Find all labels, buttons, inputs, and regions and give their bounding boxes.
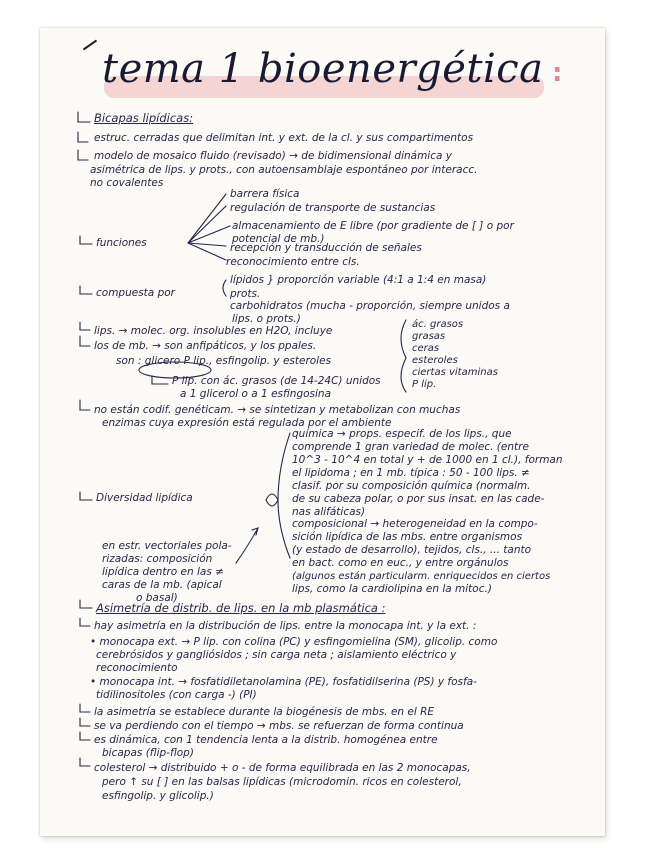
lips-line-1: lips. → molec. org. insolubles en H2O, incluye: [94, 325, 333, 337]
heading-asimetria: Asimetría de distrib. de lips. en la mb plasmática :: [96, 601, 386, 615]
lip-type: grasas: [412, 331, 446, 342]
regiones-line: en estr. vectoriales pola-: [102, 540, 232, 552]
decoration-marks: :: [552, 58, 563, 88]
lip-type: ciertas vitaminas: [412, 367, 498, 378]
page-title: tema 1 bioenergética: [102, 46, 544, 92]
asimetria-line: colesterol → distribuido + o - de forma equilibrada en las 2 monocapas,: [94, 762, 471, 774]
lip-type: ceras: [412, 343, 440, 354]
asimetria-line: esfingolip. y glicolip.): [102, 790, 214, 802]
asimetria-line: la asimetría se establece durante la biogénesis de mbs. en el RE: [94, 706, 435, 718]
quimica-line: el lipidoma ; en 1 mb. típica : 50 - 100 lips. ≠: [292, 467, 530, 479]
quimica-line: de su cabeza polar, o por sus insat. en las cade-: [292, 493, 545, 505]
notes-page: [40, 28, 605, 836]
asimetria-line: hay asimetría en la distribución de lips. entre la monocapa int. y la ext. :: [94, 620, 477, 632]
asimetria-line: se va perdiendo con el tiempo → mbs. se refuerzan de forma continua: [94, 720, 464, 732]
asimetria-line: • monocapa int. → fosfatidiletanolamina (PE), fosfatidilserina (PS) y fosfa-: [90, 676, 477, 688]
regiones-line: lipídica dentro en las ≠: [102, 566, 224, 578]
asimetria-line: bicapas (flip-flop): [102, 747, 194, 759]
composicional-line: en bact. como en euc., y entre orgánulos: [292, 557, 509, 569]
asimetria-line: tidilinositoles (con carga -) (PI): [96, 689, 257, 701]
quimica-line: comprende 1 gran variedad de molec. (entre: [292, 441, 529, 453]
asimetria-line: es dinámica, con 1 tendencia lenta a la distrib. homogénea entre: [94, 734, 438, 746]
bicapas-line-2a: modelo de mosaico fluido (revisado) → de bidimensional dinámica y: [94, 150, 452, 162]
compuesta-line-4: lips. o prots.): [232, 313, 301, 325]
lip-type: esteroles: [412, 355, 458, 366]
composicional-line: sición lipídica de las mbs. entre organismos: [292, 531, 523, 543]
asimetria-line: pero ↑ su [ ] en las balsas lipídicas (microdomin. ricos en colesterol,: [102, 776, 462, 788]
quimica-line: clasif. por su composición química (normalm.: [292, 480, 531, 492]
quimica-line: química → props. especif. de los lips., que: [292, 428, 512, 440]
funcion-item: recepción y transducción de señales: [230, 242, 422, 254]
funcion-item: barrera física: [230, 188, 300, 200]
quimica-line: 10^3 - 10^4 en total y + de 1000 en 1 cl.), forman: [292, 454, 563, 466]
bicapas-line-2c: no covalentes: [90, 177, 164, 189]
lips-line-3: son : glicero P lip., esfingolip. y esteroles: [116, 355, 332, 367]
bicapas-line-1: estruc. cerradas que delimitan int. y ext. de la cl. y sus compartimentos: [94, 132, 474, 144]
funciones-label: funciones: [96, 237, 147, 249]
composicional-line: composicional → heterogeneidad en la compo-: [292, 518, 538, 530]
lip-type: P lip.: [412, 379, 437, 390]
bicapas-line-2b: asimétrica de lips. y prots., con autoensamblaje espontáneo por interacc.: [90, 164, 478, 176]
funcion-item: regulación de transporte de sustancias: [230, 202, 436, 214]
composicional-line: (y estado de desarrollo), tejidos, cls., ... tanto: [292, 544, 532, 556]
asimetria-line: cerebrósidos y gangliósidos ; sin carga neta ; aislamiento eléctrico y: [96, 649, 457, 661]
asimetria-line: • monocapa ext. → P lip. con colina (PC) y esfingomielina (SM), glicolip. como: [90, 636, 498, 648]
funcion-item: almacenamiento de E libre (por gradiente de [ ] o por: [232, 220, 514, 232]
asimetria-line: reconocimiento: [96, 662, 178, 674]
regiones-line: caras de la mb. (apical: [102, 579, 222, 591]
compuesta-line-2: prots.: [230, 288, 261, 300]
compuesta-line-1: lípidos } proporción variable (4:1 a 1:4 en masa): [230, 274, 487, 286]
composicional-line: (algunos están particularm. enriquecidos en ciertos: [292, 571, 551, 582]
compuesta-label: compuesta por: [96, 287, 175, 299]
lip-type: ác. grasos: [412, 319, 464, 330]
funcion-item: potencial de mb.): [232, 233, 325, 245]
funcion-item: reconocimiento entre cls.: [226, 256, 360, 268]
lips-line-6: no están codif. genéticam. → se sintetizan y metabolizan con muchas: [94, 404, 461, 416]
lips-line-2: los de mb. → son anfipáticos, y los ppales.: [94, 340, 317, 352]
compuesta-line-3: carbohidratos (mucha - proporción, siempre unidos a: [230, 300, 510, 312]
lips-line-5: a 1 glicerol o a 1 esfingosina: [180, 388, 332, 400]
lips-line-7: enzimas cuya expresión está regulada por el ambiente: [102, 417, 392, 429]
diversidad-label: Diversidad lipídica: [96, 492, 193, 504]
composicional-line: lips, como la cardiolipina en la mitoc.): [292, 583, 492, 595]
lips-line-4: P lip. con ác. grasos (de 14-24C) unidos: [172, 375, 381, 387]
regiones-line: o basal): [136, 592, 178, 604]
heading-bicapas: Bicapas lipídicas:: [94, 111, 194, 125]
regiones-line: rizadas: composición: [102, 553, 213, 565]
quimica-line: nas alifáticas): [292, 506, 366, 518]
